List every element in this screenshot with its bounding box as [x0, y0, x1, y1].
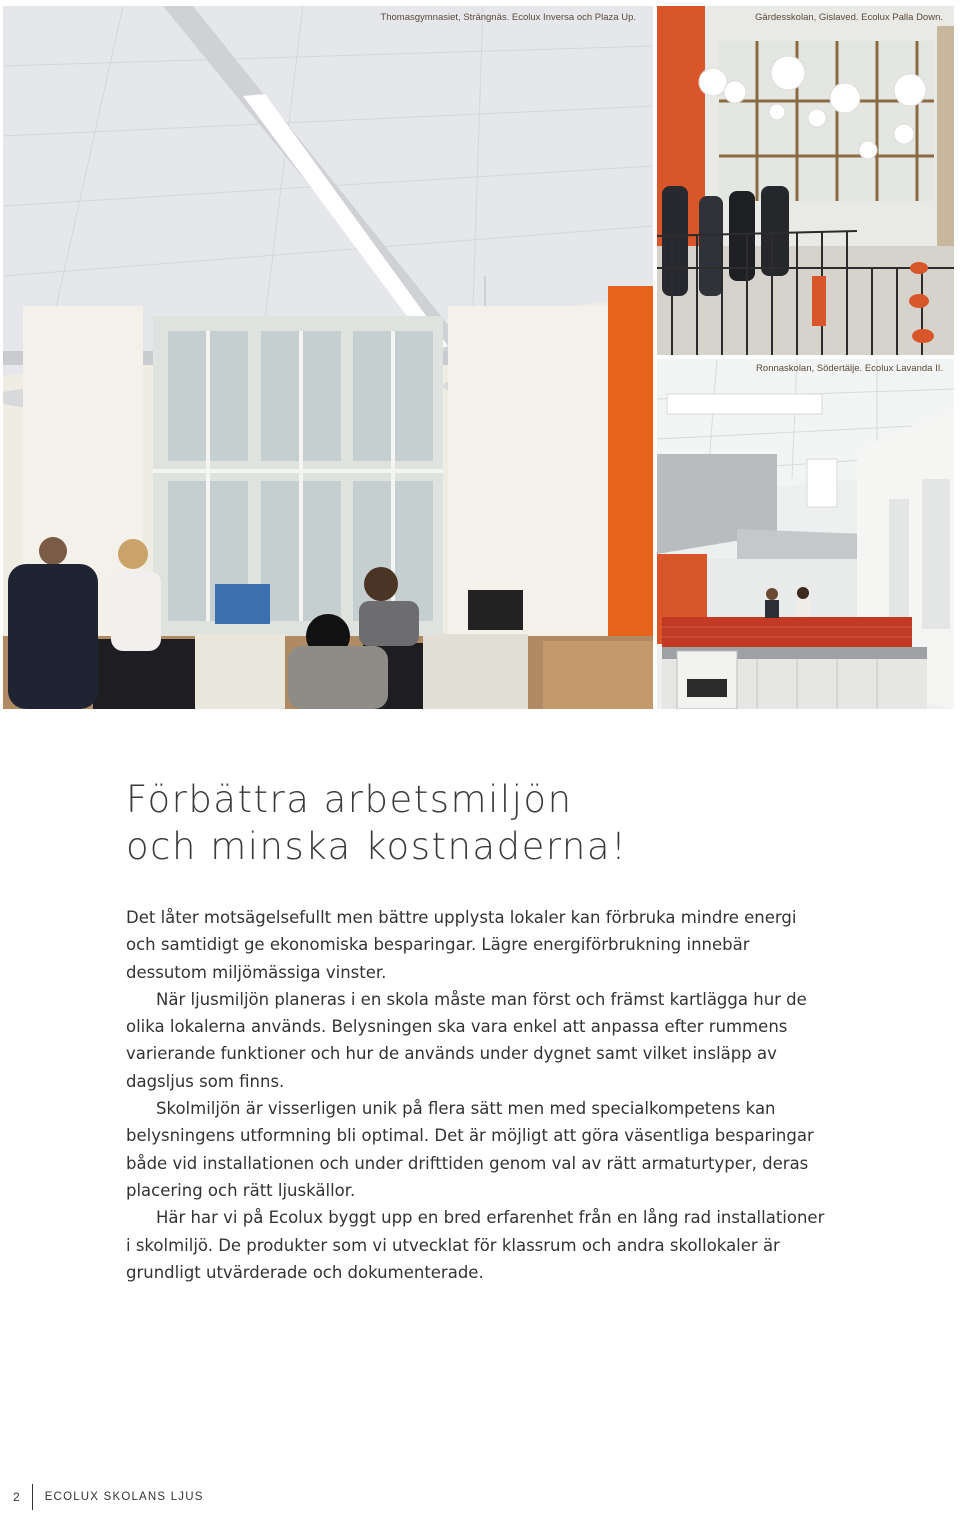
footer-divider: [32, 1484, 33, 1510]
heading-line-2: och minska kostnaderna!: [126, 825, 628, 868]
classroom-caption: Thomasgymnasiet, Strängnäs. Ecolux Inversa och Plaza Up.: [380, 12, 636, 23]
stairwell-illustration: [657, 6, 954, 355]
kitchen-illustration: [657, 359, 954, 709]
heading-line-1: Förbättra arbetsmiljön: [126, 778, 573, 821]
page-footer: [13, 1484, 204, 1510]
page-number: 2: [13, 1490, 20, 1504]
classroom-illustration: [3, 6, 653, 709]
paragraph-2: När ljusmiljön planeras i en skola måste man först och främst kartlägga hur de olika lokalerna används. Belysningen ska vara enkel att anpassa efter rummens varierande funktioner och hur de används under dygnet samt vilket insläpp av dagsljus som finns.: [126, 989, 807, 1091]
kitchen-caption: Ronnaskolan, Södertälje. Ecolux Lavanda II.: [756, 363, 943, 374]
article-body: [126, 904, 826, 1286]
stairwell-caption: Gärdesskolan, Gislaved. Ecolux Palla Down.: [755, 12, 943, 23]
footer-title: ECOLUX SKOLANS LJUS: [44, 1491, 204, 1503]
classroom-photo: [3, 6, 653, 709]
page-heading: [126, 776, 627, 870]
paragraph-4: Här har vi på Ecolux byggt upp en bred erfarenhet från en lång rad installationer i skolmiljö. De produkter som vi utvecklat för klassrum och andra skollokaler är grundligt utvärderade och dokumenterade.: [126, 1208, 825, 1282]
paragraph-3: Skolmiljön är visserligen unik på flera sätt men med specialkompetens kan belysningens utformning bli optimal. Det är möjligt att göra väsentliga besparingar både vid installationen och under drifttiden genom val av rätt armaturtyper, deras placering och rätt ljuskällor.: [126, 1099, 814, 1200]
paragraph-1: Det låter motsägelsefullt men bättre upplysta lokaler kan förbruka mindre energi och samtidigt ge ekonomiska besparingar. Lägre energiförbrukning innebär dessutom miljömässiga vinster.: [126, 908, 797, 982]
stairwell-photo: [657, 6, 954, 355]
kitchen-photo: [657, 359, 954, 709]
